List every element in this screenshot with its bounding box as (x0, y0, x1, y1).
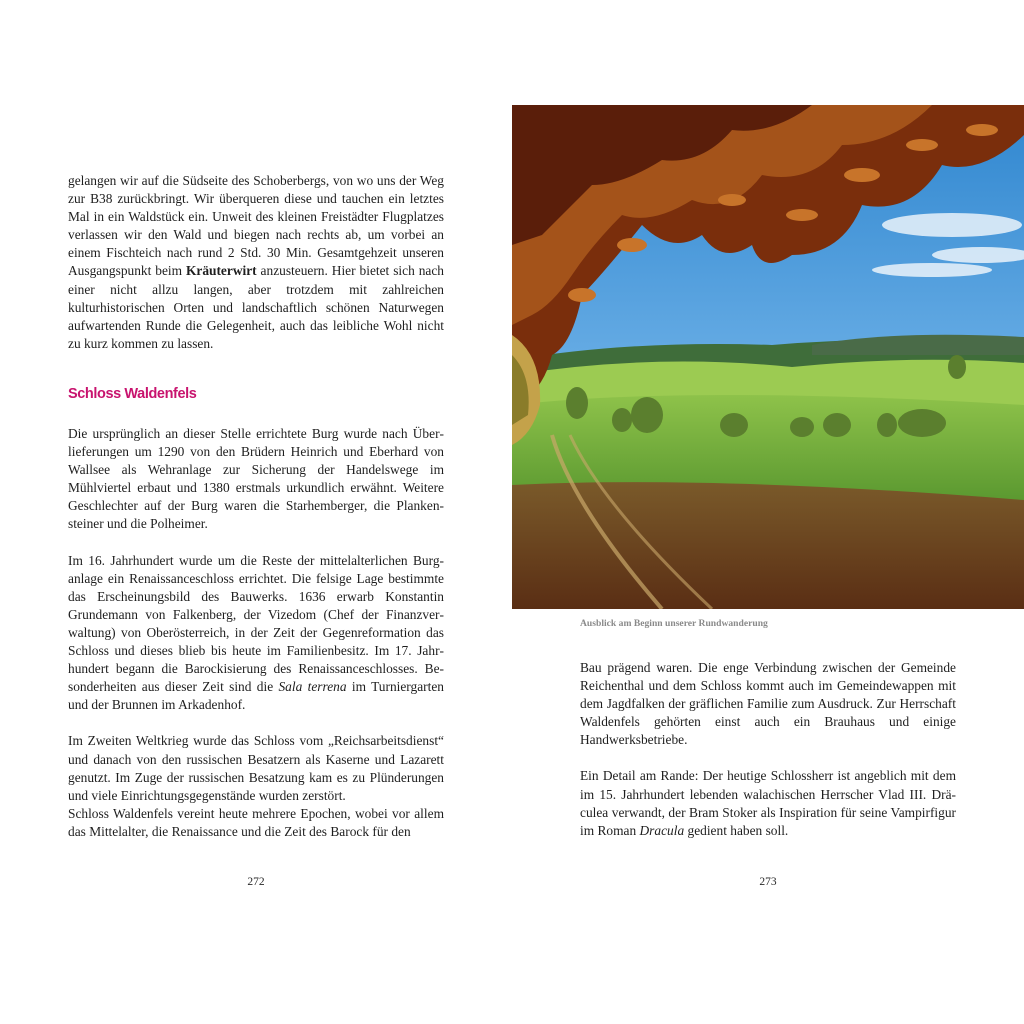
paragraph-dracula-text-end: gedient haben soll. (684, 822, 789, 838)
italic-term: Sala terrena (278, 679, 347, 695)
paragraph-war-text-continued: Schloss Waldenfels vereint heute mehrere Epochen, wobei vor allem das Mittelalter, die Renaissance und die Zeit des Barock für den (68, 805, 444, 839)
bold-place-name: Kräuterwirt (185, 263, 257, 279)
paragraph-renaissance (68, 552, 444, 715)
paragraph-intro (68, 172, 444, 353)
paragraph-war-text: Im Zweiten Weltkrieg wurde das Schloss vom „Reichsarbeitsdienst“ und danach von den russischen Besatzern als Kaserne und Lazarett genutzt. Im Zuge der russischen Besatzung kam es zu Plünderungen und viele Einrichtungsgegenstände wurden zerstört. (68, 733, 444, 803)
paragraph-dracula (580, 767, 956, 839)
section-heading: Schloss Waldenfels (68, 386, 197, 402)
castle-text-block (68, 425, 444, 841)
page-number-right: 273 (759, 876, 777, 888)
paragraph-continued: Bau prägend waren. Die enge Verbindung zwischen der Gemeinde Reichenthal und dem Schloss kommt auch im Gemeindewappen mit dem Jagdfalken der gräflichen Familie zum Ausdruck. Zur Herrschaft Waldenfels gehörten einst auch ein Brauhaus und einige Handwerksbetriebe. (580, 660, 956, 748)
paragraph-intro-text-end: anzusteuern. Hier bietet sich nach einer nicht allzu langen, aber trotzdem mit zahlreichen kulturhistorischen Orten und landschaftlich schönen Naturwegen aufwartenden Runde die Gelegenheit, auch das leibliche Wohl nicht zu kurz kommen zu lassen. (68, 263, 444, 351)
landscape-photo (512, 105, 1024, 609)
paragraph-history: Die ursprünglich an dieser Stelle errichtete Burg wurde nach Überlieferungen um 1290 von den Brüdern Heinrich und Eberhard von Wallsee als Wehranlage zur Sicherung der Handelswege im Mühlviertel erbaut und 1380 erstmals urkundlich erwähnt. Weitere Geschlechter auf der Burg waren die Starhemberger, die Plankensteiner und die Polheimer. (68, 426, 444, 532)
right-text-block (580, 659, 956, 840)
paragraph-intro-text: gelangen wir auf die Südseite des Schoberbergs, von wo uns der Weg zur B38 zurückbringt. Wir überqueren diese und tauchen ein letztes Mal in ein Waldstück ein. Unweit des kleinen Freistädter Flugplatzes verlassen wir den Wald und biegen nach rechts ab, um vorbei an einem Fischteich nach rund 2 Std. 30 Min. Gesamtgehzeit unseren Ausgangspunkt beim (68, 173, 444, 279)
paragraph-renaissance-text: Im 16. Jahrhundert wurde um die Reste der mittelalterlichen Burganlage ein Renaissanceschloss errichtet. Die felsige Lage bestimmte das Erscheinungsbild des Bauwerks. 1636 erwarb Konstantin Grundemann von Falkenberg, der Vizedom (Chef der Finanzverwaltung) von Oberösterreich, in der Zeit der Gegenreformation das Schloss und dieses blieb bis heute im Familienbesitz. Im 17. Jahrhundert begann die Barockisierung des Renaissanceschlosses. Besonderheiten aus dieser Zeit sind die (68, 552, 444, 695)
paragraph-renaissance-text-end: im Turniergarten und der Brunnen im Arkadenhof. (68, 679, 444, 713)
paragraph-dracula-text: Ein Detail am Rande: Der heutige Schlossherr ist angeblich mit dem im 15. Jahrhundert lebenden walachischen Herrscher Vlad III. Dräculea verwandt, der Bram Stoker als Inspiration für seine Vampirfigur im Roman (580, 768, 956, 838)
right-page (512, 0, 1024, 1024)
photo-caption: Ausblick am Beginn unserer Rundwanderung (580, 618, 768, 629)
italic-book-title: Dracula (639, 822, 685, 838)
page-number-left: 272 (247, 876, 265, 888)
intro-text-block (68, 172, 444, 353)
paragraph-war (68, 732, 444, 841)
